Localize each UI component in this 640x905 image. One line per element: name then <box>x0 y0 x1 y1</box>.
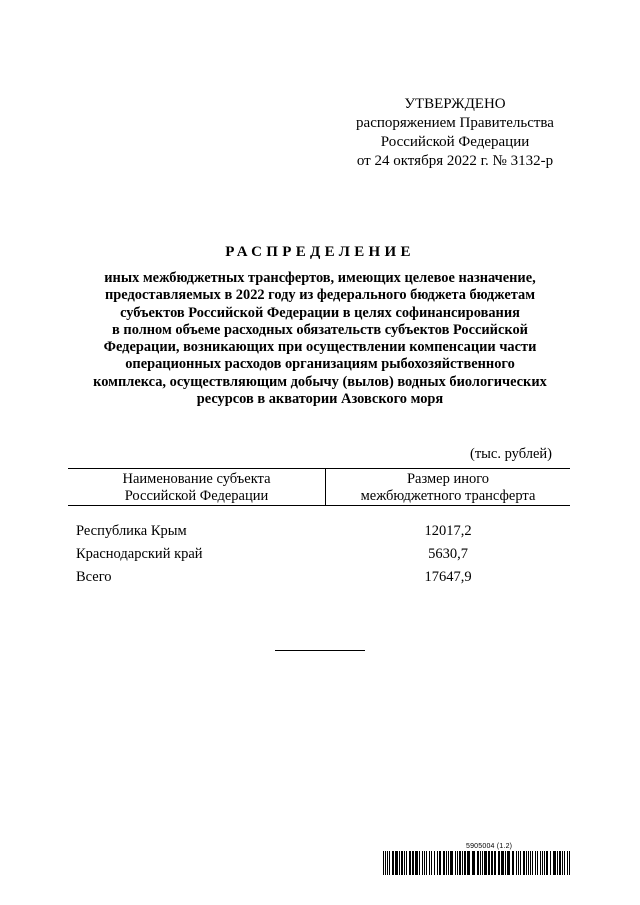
row-subject: Республика Крым <box>76 523 187 539</box>
row-subject: Всего <box>76 569 112 585</box>
barcode-bar <box>459 851 461 875</box>
header-line: Размер иного <box>406 471 490 487</box>
barcode-bar <box>443 851 445 875</box>
subtitle-line: в полном объеме расходных обязательств субъектов Российской <box>112 321 528 338</box>
barcode-bar <box>395 851 398 875</box>
subtitle-line: субъектов Российской Федерации в целях софинансирования <box>120 304 520 321</box>
barcode-bar <box>457 851 458 875</box>
header-line: Наименование субъекта <box>122 471 271 487</box>
barcode-image <box>383 851 570 875</box>
barcode-bar <box>494 851 496 875</box>
barcode-bar <box>437 851 438 875</box>
barcode-bar <box>557 851 558 875</box>
document-subtitle <box>70 270 570 408</box>
row-amount: 12017,2 <box>424 523 472 539</box>
barcode-bar <box>429 851 430 875</box>
document-title: РАСПРЕДЕЛЕНИЕ <box>225 244 415 260</box>
barcode-bar <box>401 851 403 875</box>
subtitle-line: иных межбюджетных трансфертов, имеющих целевое назначение, <box>104 270 536 286</box>
barcode-bar <box>404 851 405 875</box>
row-subject: Краснодарский край <box>76 546 203 562</box>
barcode-bar <box>505 851 506 875</box>
barcode-bar <box>491 851 493 875</box>
unit-note: (тыс. рублей) <box>470 446 552 462</box>
barcode-bar <box>484 851 487 875</box>
barcode-bar <box>516 851 517 875</box>
table-row-total <box>68 566 570 588</box>
barcode-bar <box>450 851 453 875</box>
barcode-bar <box>446 851 447 875</box>
barcode-bar <box>462 851 463 875</box>
header-line: Российской Федерации <box>124 487 269 504</box>
barcode-bar <box>564 851 565 875</box>
barcode-bar <box>464 851 466 875</box>
subtitle-line: операционных расходов организациям рыбохозяйственного <box>125 356 515 373</box>
barcode-bar <box>383 851 384 875</box>
barcode-bar <box>431 851 432 875</box>
barcode-bar <box>472 851 475 875</box>
barcode-bar <box>409 851 411 875</box>
barcode-bar <box>455 851 456 875</box>
barcode-bar <box>439 851 441 875</box>
barcode-bar <box>501 851 504 875</box>
table-row <box>68 543 570 565</box>
approval-line-date-number: от 24 октября 2022 г. № 3132-р <box>356 153 554 169</box>
table-header-subject <box>68 471 325 504</box>
barcode-bar <box>426 851 427 875</box>
barcode-bar <box>415 851 418 875</box>
barcode-bar <box>406 851 407 875</box>
table-header-rule <box>68 505 570 506</box>
barcode-bar <box>544 851 545 875</box>
end-separator-line <box>275 650 365 651</box>
barcode-bar <box>389 851 390 875</box>
barcode-bar <box>434 851 435 875</box>
barcode-bar <box>518 851 519 875</box>
barcode-bar <box>448 851 449 875</box>
barcode-bar <box>562 851 563 875</box>
table-header-amount <box>326 471 570 504</box>
barcode-bar <box>419 851 420 875</box>
barcode-bar <box>567 851 568 875</box>
barcode-bar <box>392 851 394 875</box>
barcode-bar <box>569 851 570 875</box>
barcode-code: 5905004 (1.2) <box>466 843 513 850</box>
barcode-bar <box>498 851 500 875</box>
barcode-bar <box>526 851 527 875</box>
barcode-bar <box>488 851 490 875</box>
barcode-bar <box>385 851 386 875</box>
approval-line-government: Российской Федерации <box>380 134 530 150</box>
subtitle-line: комплекса, осуществляющим добычу (вылов) водных биологических <box>93 373 547 390</box>
barcode-bar <box>559 851 561 875</box>
subtitle-line: Федерации, возникающих при осуществлении компенсации части <box>103 339 537 356</box>
barcode-bar <box>399 851 400 875</box>
row-amount: 5630,7 <box>428 546 468 562</box>
barcode-bar <box>532 851 533 875</box>
approval-title: УТВЕРЖДЕНО <box>404 96 506 112</box>
barcode-bar <box>553 851 556 875</box>
barcode-bar <box>537 851 538 875</box>
subtitle-line: ресурсов в акватории Азовского моря <box>196 391 444 408</box>
barcode-bar <box>477 851 479 875</box>
barcode-bar <box>480 851 481 875</box>
barcode-bar <box>412 851 414 875</box>
barcode-bar <box>528 851 529 875</box>
row-amount: 17647,9 <box>424 569 472 585</box>
barcode-bar <box>387 851 388 875</box>
barcode-bar <box>530 851 531 875</box>
barcode-bar <box>523 851 525 875</box>
barcode-bar <box>542 851 543 875</box>
subtitle-line: предоставляемых в 2022 году из федерального бюджета бюджетам <box>104 287 536 304</box>
barcode-bar <box>535 851 536 875</box>
barcode-bar <box>512 851 514 875</box>
table-top-rule <box>68 468 570 469</box>
barcode-bar <box>540 851 541 875</box>
barcode-bar <box>422 851 423 875</box>
barcode-bar <box>546 851 548 875</box>
barcode-bar <box>467 851 470 875</box>
table-row <box>68 520 570 542</box>
barcode-bar <box>550 851 551 875</box>
approval-line-order: распоряжением Правительства <box>356 115 554 131</box>
barcode-bar <box>424 851 425 875</box>
approval-block <box>330 95 580 171</box>
barcode-bar <box>482 851 483 875</box>
barcode-bar <box>507 851 510 875</box>
header-line: межбюджетного трансферта <box>360 487 536 504</box>
barcode-bar <box>520 851 521 875</box>
